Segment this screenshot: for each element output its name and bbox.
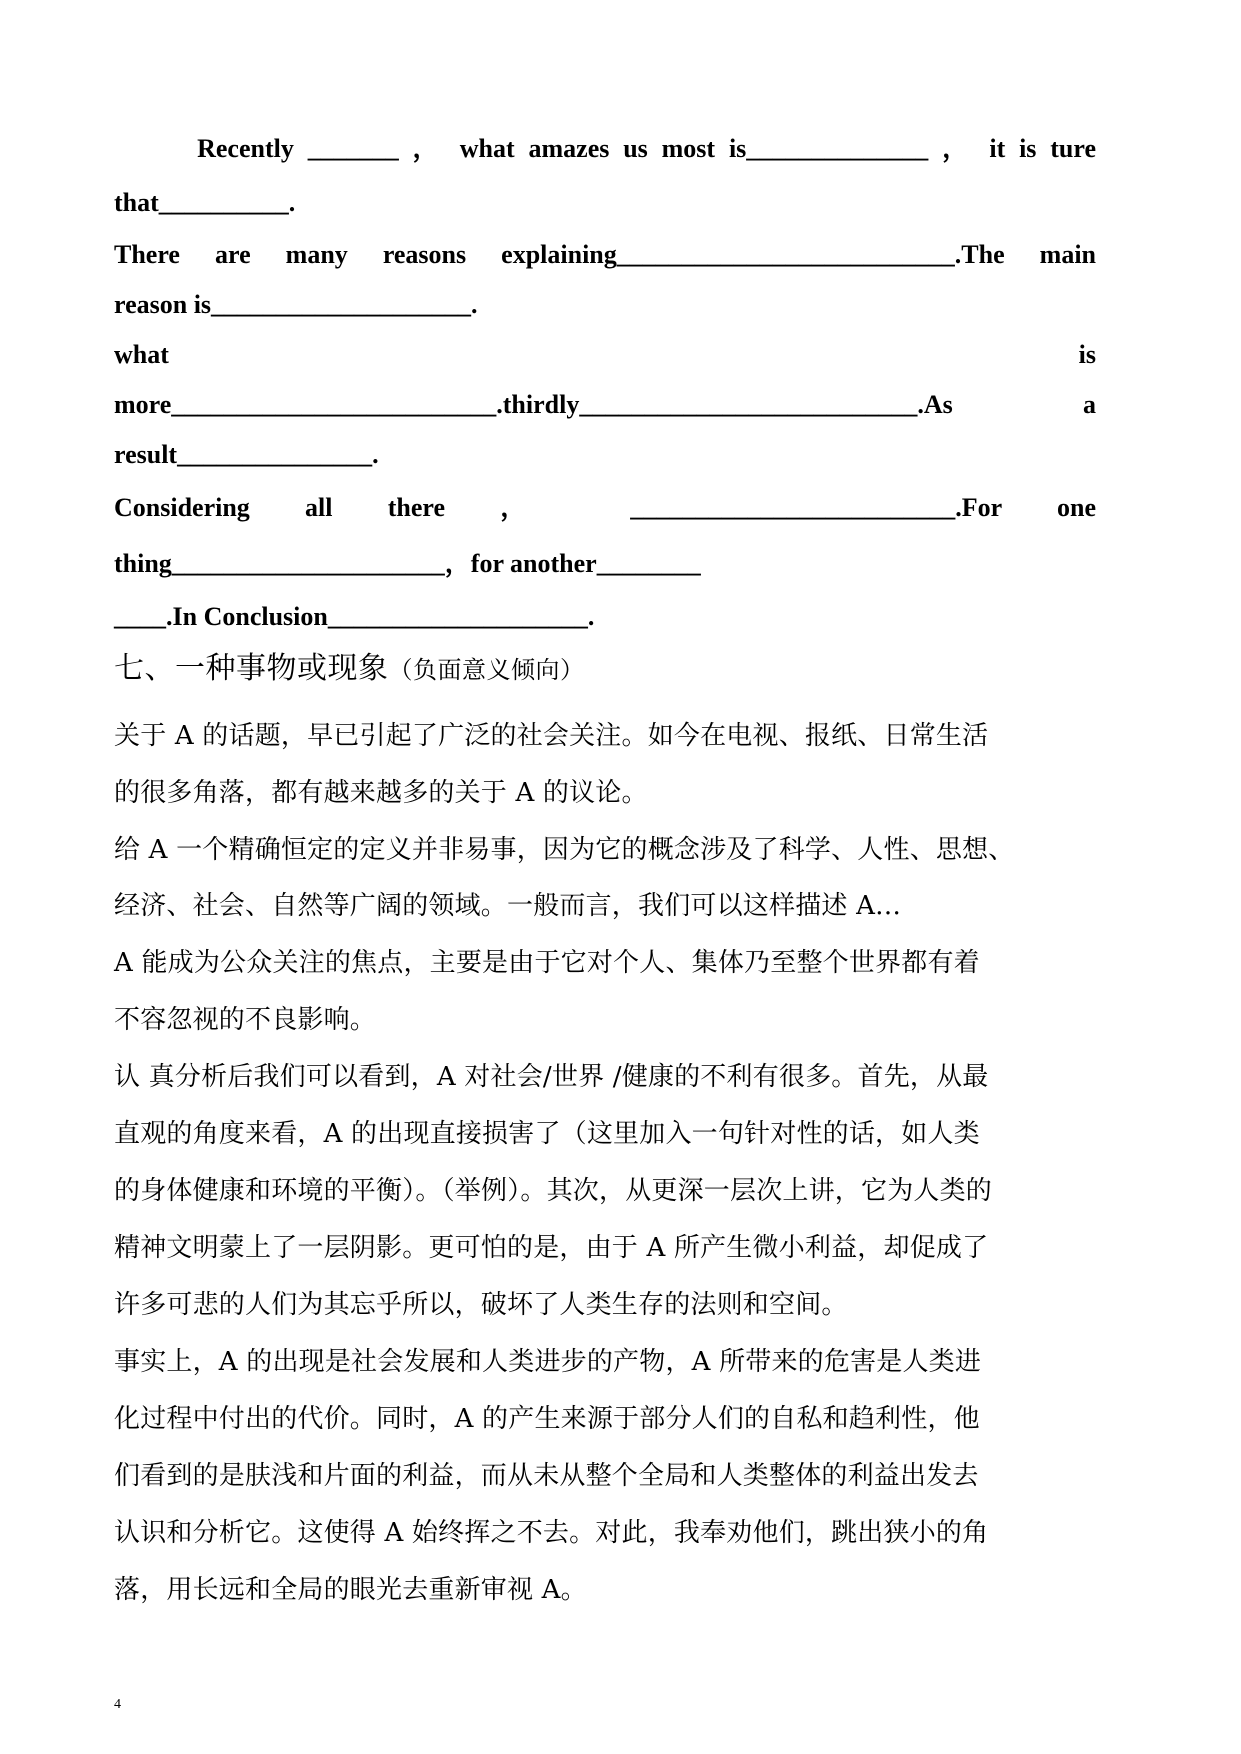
section-heading-note: （负面意义倾向）: [388, 656, 585, 684]
body-line: 认 真分析后我们可以看到，A 对社会/世界 /健康的不利有很多。首先，从最: [114, 1062, 989, 1092]
body-line: 落，用长远和全局的眼光去重新审视 A。: [114, 1575, 587, 1605]
body-line: 们看到的是肤浅和片面的利益，而从未从整个全局和人类整体的利益出发去: [114, 1461, 979, 1491]
template-line: There are many reasons explaining__________________________.The main: [114, 240, 1096, 269]
body-line: 的身体健康和环境的平衡）。（举例）。其次，从更深一层次上讲，它为人类的: [114, 1176, 993, 1206]
page-number: 4: [114, 1697, 121, 1712]
body-line: 关于 A 的话题，早已引起了广泛的社会关注。如今在电视、报纸、日常生活: [114, 721, 989, 751]
body-line: 的很多角落，都有越来越多的关于 A 的议论。: [114, 778, 648, 808]
template-line: Considering all there ， _________________________.For one: [114, 493, 1096, 522]
template-line: more_________________________.thirdly__________________________.As a: [114, 390, 1096, 419]
section-heading-title: 七、一种事物或现象: [114, 651, 389, 686]
body-line: 直观的角度来看，A 的出现直接损害了（这里加入一句针对性的话，如人类: [114, 1119, 980, 1149]
body-line: A 能成为公众关注的焦点，主要是由于它对个人、集体乃至整个世界都有着: [114, 948, 980, 978]
body-line: 认识和分析它。这使得 A 始终挥之不去。对此，我奉劝他们，跳出狭小的角: [114, 1518, 989, 1548]
template-line: ____.In Conclusion____________________.: [114, 602, 595, 631]
body-line: 化过程中付出的代价。同时，A 的产生来源于部分人们的自私和趋利性，他: [114, 1404, 980, 1434]
body-line: 经济、社会、自然等广阔的领域。一般而言，我们可以这样描述 A…: [114, 891, 902, 921]
template-line: what is: [114, 340, 1096, 369]
template-line: reason is____________________.: [114, 290, 478, 319]
body-line: 不容忽视的不良影响。: [114, 1005, 377, 1035]
body-line: 许多可悲的人们为其忘乎所以，破坏了人类生存的法则和空间。: [114, 1290, 848, 1320]
template-line: that__________.: [114, 188, 296, 217]
section-heading: [114, 651, 1096, 686]
body-line: 事实上，A 的出现是社会发展和人类进步的产物，A 所带来的危害是人类进: [114, 1347, 982, 1377]
template-line: thing_____________________，for another________: [114, 549, 701, 578]
body-line: 精神文明蒙上了一层阴影。更可怕的是，由于 A 所产生微小利益，却促成了: [114, 1233, 989, 1263]
template-line: result_______________.: [114, 440, 379, 469]
body-line: 给 A 一个精确恒定的定义并非易事，因为它的概念涉及了科学、人性、思想、: [114, 835, 1015, 865]
template-line: Recently _______ ， what amazes us most is______________ ， it is ture: [114, 134, 1096, 163]
